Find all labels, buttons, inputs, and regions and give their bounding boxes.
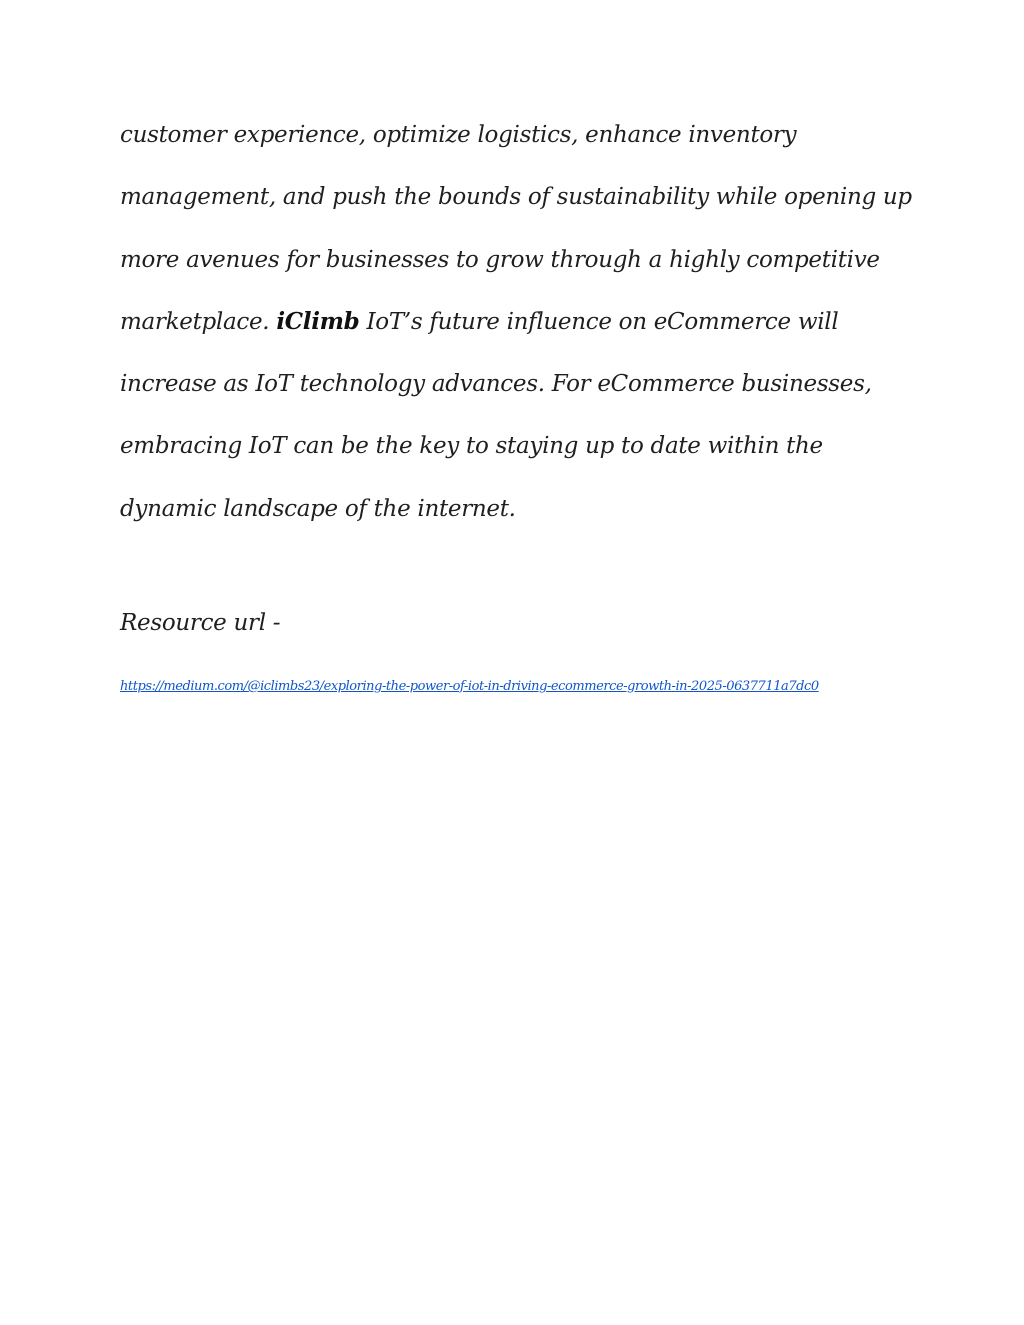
resource-url-container	[120, 668, 902, 706]
paragraph-line-4	[120, 291, 920, 353]
paragraph-line-4-start: marketplace.	[120, 308, 270, 335]
paragraph-line-4-end: IoT’s future influence on eCommerce will	[366, 308, 839, 335]
paragraph-line-1: customer experience, optimize logistics, enhance inventory	[120, 122, 797, 148]
resource-url-link[interactable]: https://medium.com/@iclimbs23/exploring-the-power-of-iot-in-driving-ecommerce-growth-in-2025-0637711a7dc0	[120, 679, 819, 694]
paragraph-line-5: increase as IoT technology advances. For eCommerce businesses,	[120, 371, 872, 398]
paragraph-line-2: management, and push the bounds of sustainability while opening up	[120, 184, 912, 211]
paragraph-line-3: more avenues for businesses to grow through a highly competitive	[120, 246, 880, 273]
resource-label: Resource url -	[120, 610, 281, 636]
paragraph-line-6: embracing IoT can be the key to staying up to date within the	[120, 433, 823, 460]
body-paragraph	[120, 104, 920, 540]
brand-name: iClimb	[276, 307, 360, 335]
paragraph-line-7: dynamic landscape of the internet.	[120, 495, 516, 522]
